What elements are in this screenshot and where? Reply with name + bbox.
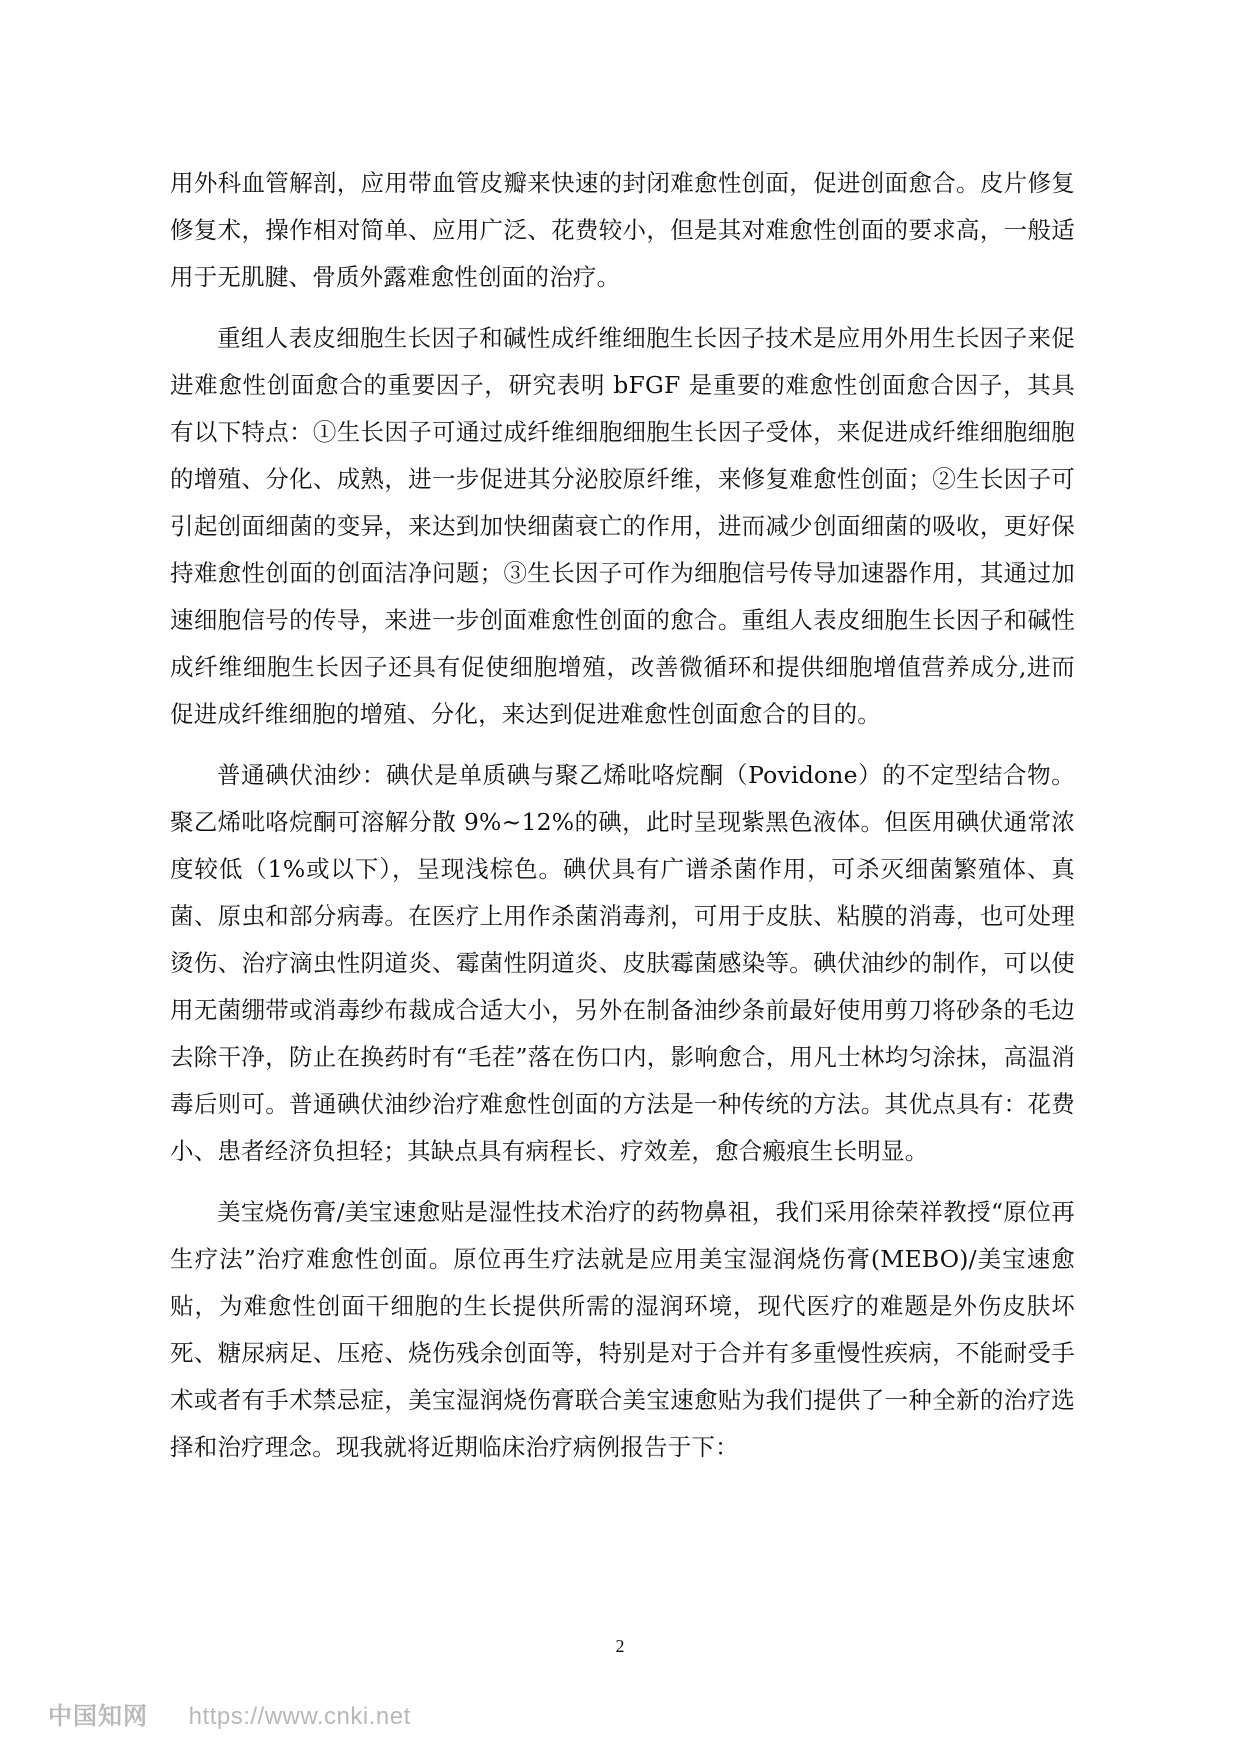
cnki-watermark [48, 1696, 411, 1731]
paragraph-growth-factor: 重组人表皮细胞生长因子和碱性成纤维细胞生长因子技术是应用外用生长因子来促进难愈性创面愈合的重要因子，研究表明 bFGF 是重要的难愈性创面愈合因子，其具有以下特点：①生长因子可通过成纤维细胞细胞生长因子受体，来促进成纤维细胞细胞的增殖、分化、成熟，进一步促进其分泌胶原纤维，来修复难愈性创面；②生长因子可引起创面细菌的变异，来达到加快细菌衰亡的作用，进而减少创面细菌的吸收，更好保持难愈性创面的创面洁净问题；③生长因子可作为细胞信号传导加速器作用，其通过加速细胞信号的传导，来进一步创面难愈性创面的愈合。重组人表皮细胞生长因子和碱性成纤维细胞生长因子还具有促使细胞增殖，改善微循环和提供细胞增值营养成分,进而促进成纤维细胞的增殖、分化，来达到促进难愈性创面愈合的目的。 [170, 324, 1075, 728]
page-number: 2 [615, 1636, 625, 1656]
cnki-url: https://www.cnki.net [188, 1703, 411, 1730]
document-body [170, 160, 1075, 1471]
paragraph-iodophor-gauze: 普通碘伏油纱：碘伏是单质碘与聚乙烯吡咯烷酮（Povidone）的不定型结合物。聚乙烯吡咯烷酮可溶解分散 9%~12%的碘，此时呈现紫黑色液体。但医用碘伏通常浓度较低（1%或以下），呈现浅棕色。碘伏具有广谱杀菌作用，可杀灭细菌繁殖体、真菌、原虫和部分病毒。在医疗上用作杀菌消毒剂，可用于皮肤、粘膜的消毒，也可处理烫伤、治疗滴虫性阴道炎、霉菌性阴道炎、皮肤霉菌感染等。碘伏油纱的制作，可以使用无菌绷带或消毒纱布裁成合适大小，另外在制备油纱条前最好使用剪刀将砂条的毛边去除干净，防止在换药时有“毛茬”落在伤口内，影响愈合，用凡士林均匀涂抹，高温消毒后则可。普通碘伏油纱治疗难愈性创面的方法是一种传统的方法。其优点具有：花费小、患者经济负担轻；其缺点具有病程长、疗效差，愈合瘢痕生长明显。 [170, 761, 1075, 1165]
cnki-logo-text: 中国知网 [48, 1703, 148, 1730]
paragraph-continuation: 用外科血管解剖，应用带血管皮瓣来快速的封闭难愈性创面，促进创面愈合。皮片修复修复术，操作相对简单、应用广泛、花费较小，但是其对难愈性创面的要求高，一般适用于无肌腱、骨质外露难愈性创面的治疗。 [170, 169, 1075, 291]
paragraph-mebo: 美宝烧伤膏/美宝速愈贴是湿性技术治疗的药物鼻祖，我们采用徐荣祥教授“原位再生疗法”治疗难愈性创面。原位再生疗法就是应用美宝湿润烧伤膏(MEBO)/美宝速愈贴，为难愈性创面干细胞的生长提供所需的湿润环境，现代医疗的难题是外伤皮肤坏死、糖尿病足、压疮、烧伤残余创面等，特别是对于合并有多重慢性疾病，不能耐受手术或者有手术禁忌症，美宝湿润烧伤膏联合美宝速愈贴为我们提供了一种全新的治疗选择和治疗理念。现我就将近期临床治疗病例报告于下： [170, 1198, 1075, 1461]
